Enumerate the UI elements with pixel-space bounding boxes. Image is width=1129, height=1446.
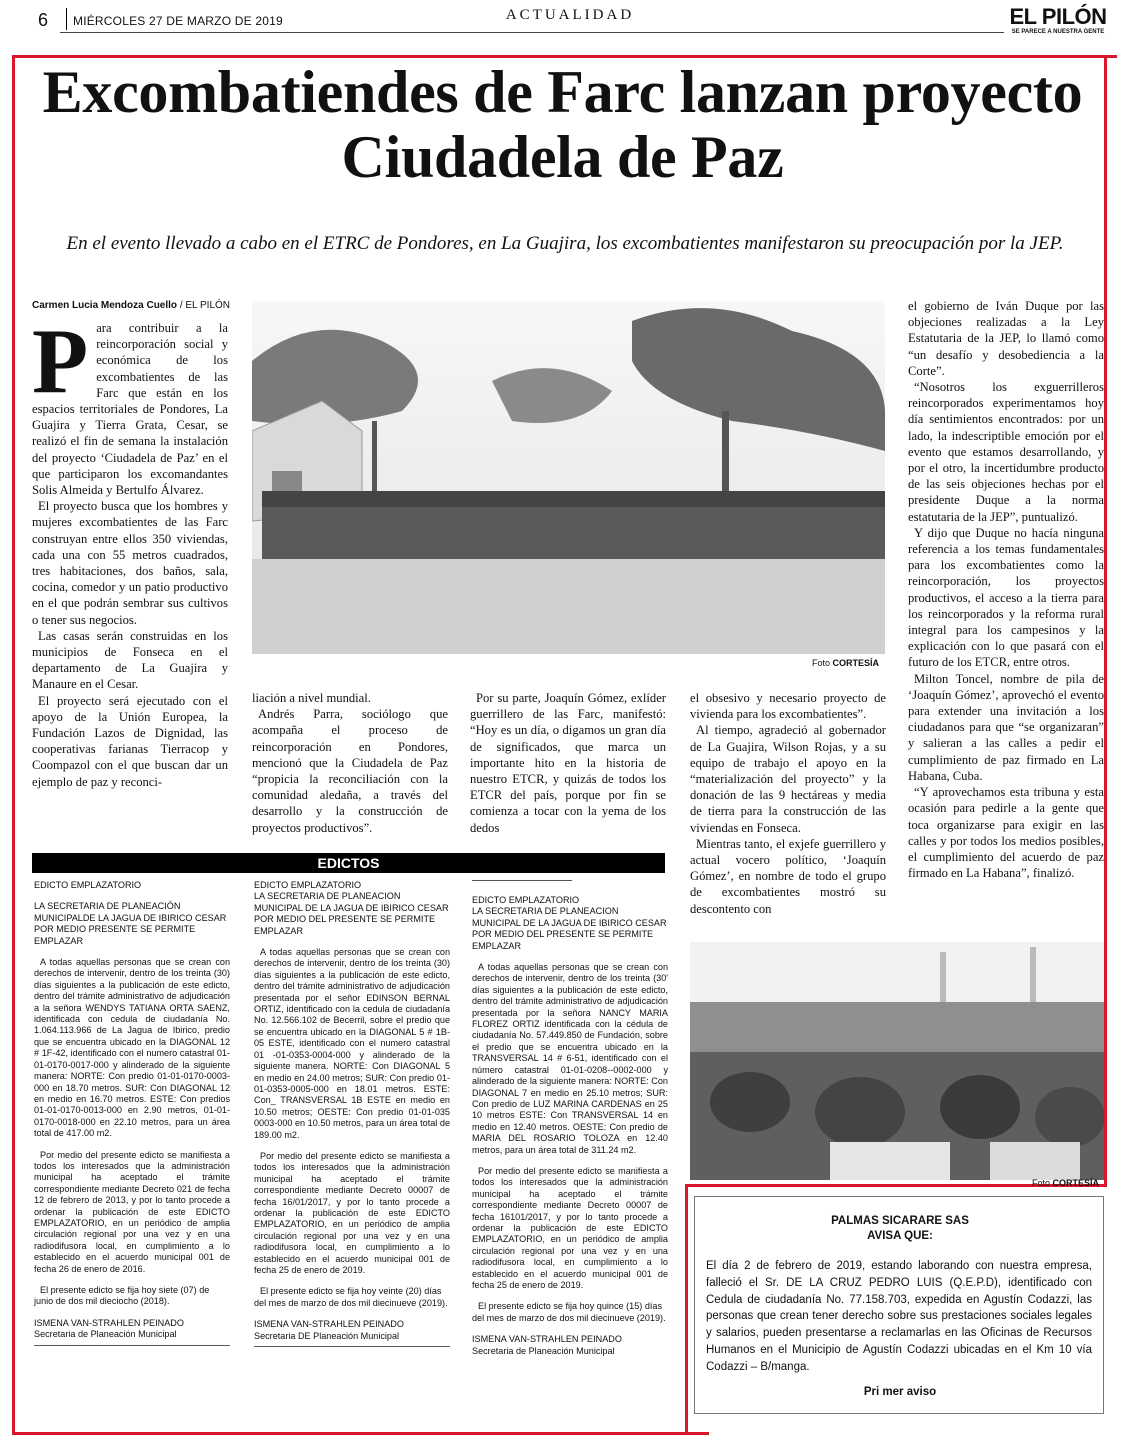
edicto-decree: Por medio del presente edicto se manifiesta a todos los interesados que la administración municipal ha aceptado el trámite correspondiente mediante Decreto 00007 de fecha 16101/2017, y por lo tanto procede a ordenar la publicación de este EDICTO EMPLAZATORIO, en un periódico de amplia circulación regional por una vez y en una radiodifusora local, en cumplimiento a lo establecido en el acuerdo municipal 001 de fecha 25 de enero de 2019. bbox=[472, 1165, 668, 1290]
group-photo bbox=[252, 301, 885, 654]
edicto-role: Secretaria de Planeación Municipal bbox=[34, 1329, 177, 1340]
notice-company: PALMAS SICARARE SAS bbox=[831, 1215, 969, 1227]
edicto-intro: LA SECRETARIA DE PLANEACIÓN MUNICIPALDE LA JAGUA DE IBIRICO CESAR POR MEDIO PRESENTE SE PERMITE EMPLAZAR bbox=[34, 901, 227, 946]
edicto-date: El presente edicto se fija hoy quince (15) días del mes de marzo de dos mil diecinueve (2019). bbox=[472, 1301, 666, 1323]
edicto-decree: Por medio del presente edicto se manifiesta a todos los interesados que la administración municipal ha aceptado el trámite correspondiente mediante Decreto 021 de fecha 12 de febrero de 2013, y por lo tanto procede a ordenar la publicación de este EDICTO EMPLAZATORIO, en un periódico de amplia circulación regional por una vez y en una radiodifusora local, en cumplimiento a lo establecido en el acuerdo municipal 001 de fecha 26 de enero de 2016. bbox=[34, 1149, 230, 1274]
red-box-right bbox=[1104, 55, 1107, 1185]
edicto-heading: EDICTO EMPLAZATORIO bbox=[472, 895, 580, 905]
audience-photo bbox=[690, 942, 1104, 1180]
article-paragraph: Y dijo que Duque no hacía ninguna referencia a los temas fundamentales para los excombatientes como la reincorporación, los proyectos productivos, el acceso a la tierra para los reincorporados y la reforma rural integral para los campesinos y la explicación con lo que pasará con el futuro de los ETCR, entre otros. bbox=[908, 525, 1104, 670]
article-column-5 bbox=[908, 298, 1104, 881]
edicto-intro: LA SECRETARIA DE PLANEACION MUNICIPAL DE LA JAGUA DE IBIRICO CESAR POR MEDIO DEL PRESENTE SE PERMITE EMPLAZAR bbox=[472, 906, 667, 951]
edicto-column-3 bbox=[472, 880, 668, 1357]
article-paragraph: Al tiempo, agradeció al gobernador de La Guajira, Wilson Rojas, y a su equipo de trabajo el apoyo en la “materialización del proyecto” y la donación de las 9 hectáreas y media de tierra para la construcción de las viviendas en Fonseca. bbox=[690, 723, 886, 835]
edicto-date: El presente edicto se fija hoy siete (07) de junio de dos mil dieciocho (2018). bbox=[34, 1285, 210, 1307]
photo-credit bbox=[1032, 1178, 1099, 1188]
page-number: 6 bbox=[38, 10, 49, 30]
article-column-4 bbox=[690, 690, 886, 917]
red-box-left bbox=[12, 55, 15, 1435]
edicto-heading: EDICTO EMPLAZATORIO bbox=[254, 880, 362, 890]
article-paragraph: “Nosotros los exguerrilleros reincorporados experimentamos hoy día sentimientos encontrados: por un lado, la indescriptible emoción por el evento que estamos desarrollando, y por el otro, la incertidumbre producto de las seis objeciones hechas por el presidente Duque a la norma estatutaria de la JEP”, puntualizó. bbox=[908, 380, 1104, 524]
newspaper-tagline: SE PARECE A NUESTRA GENTE bbox=[1011, 29, 1105, 35]
edicto-signer: ISMENA VAN-STRAHLEN PEINADO bbox=[472, 1334, 622, 1345]
edicto-date: El presente edicto se fija hoy veinte (20) días del mes de marzo de dos mil diecinueve (2019). bbox=[254, 1286, 448, 1308]
headline: Excombatiendes de Farc lanzan proyecto Ciudadela de Paz bbox=[42, 59, 1083, 190]
notice-subtitle: AVISA QUE: bbox=[867, 1230, 933, 1242]
edicto-body: A todas aquellas personas que se crean con derechos de intervenir, dentro de los treinta (30) días siguientes a la publicación de este edicto, dentro del trámite administrativo de adjudicación presentada por el señor EDINSON BERNAL ORTIZ, identificado con la cedula de ciudadanía No. 12.566.102 de Becerril, sobre el predio que se encuentra ubicado en la DIAGONAL 5 # 1B-05 ESTE, identificado con el numero catastral 01 -01-0353-0004-000 y alinderado de la siguiente manera. NORTE: Con DIAGONAL 5 en medio en 24.00 metros; SUR: Con predio 01-01-0353-0005-000 en 18.01 metros. ESTE: Con_ TRANSVERSAL 1B ESTE en medio en 10.50 metros; OESTE: Con predio 01-01-035 0003-000 en 10.50 metros, para un área total de 189.00 m2. bbox=[254, 947, 450, 1140]
article-paragraph: Las casas serán construidas en los municipios de Fonseca en el departamento de La Guajira y Manaure en el Cesar. bbox=[32, 628, 228, 692]
article-column-1 bbox=[32, 310, 228, 790]
red-box-bottom bbox=[12, 1432, 709, 1435]
article-paragraph: liación a nivel mundial. bbox=[252, 691, 371, 705]
byline-author: Carmen Lucia Mendoza Cuello bbox=[32, 300, 178, 311]
article-column-3 bbox=[470, 690, 666, 836]
section-title: ACTUALIDAD bbox=[505, 7, 635, 23]
top-rule bbox=[472, 880, 572, 881]
article-paragraph: Andrés Parra, sociólogo que acompaña el proceso de reincorporación en Pondores, mencionó que la Ciudadela de Paz “propicia la reconciliación con la comunidad aledaña, a través del desarrollo y la construcción de proyectos productivos”. bbox=[252, 707, 448, 835]
signature-line bbox=[254, 1346, 450, 1347]
article-paragraph: el obsesivo y necesario proyecto de vivienda para los excombatientes”. bbox=[690, 691, 886, 722]
header-divider bbox=[66, 8, 67, 30]
edicto-column-1 bbox=[34, 880, 230, 1346]
edicto-signer: ISMENA VAN-STRAHLEN PEINADO bbox=[254, 1319, 404, 1330]
photo-credit-label: Foto bbox=[1032, 1178, 1051, 1188]
edicto-signer: ISMENA VAN-STRAHLEN PEINADO bbox=[34, 1317, 184, 1328]
red-box-top bbox=[12, 55, 1117, 58]
edicto-column-2 bbox=[254, 880, 450, 1347]
subheadline: En el evento llevado a cabo en el ETRC de Pondores, en La Guajira, los excombatientes manifestaron su preocupación por la JEP. bbox=[66, 233, 1064, 254]
edicto-role: Secretaria DE Planeación Municipal bbox=[254, 1330, 400, 1341]
article-paragraph: Milton Toncel, nombre de pila de ‘Joaquín Gómez’, aprovechó el evento para extender una invitación a los ciudadanos para que “se organizaran” y salieran a las calles a pedir el cumplimiento de paz firmado en La Habana, Cuba. bbox=[908, 671, 1104, 783]
edicto-role: Secretaria de Planeación Municipal bbox=[472, 1345, 615, 1356]
photo-credit-name: CORTESÍA bbox=[1052, 1178, 1100, 1188]
article-paragraph: ara contribuir a la reincorporación social y económica de los excombatientes de las Farc que están en los espacios territoriales de Pondores, La Guajira y Tierra Grata, Cesar, se realizó el fin de semana la instalación del proyecto ‘Ciudadela de Paz’ en el que participaron los excomandantes Solis Almeida y Bertulfo Álvarez. bbox=[32, 321, 228, 498]
edicto-body: A todas aquellas personas que se crean con derechos de intervenir, dentro de los treinta (30' días siguientes a la publicación de este edicto, dentro del trámite administrativo de adjudicación presentada por la señora NANCY MARIA FLOREZ ORTIZ identificada con la cédula de ciudadanía No. 57.449.850 de Fundación, sobre el predio que se encuentra ubicado en la TRANSVERSAL 14 # 6-51, identificado con el número catastral 01-01-0208--0002-000 y alinderado de la siguiente manera: NORTE: Con DIAGONAL 7 en medio en 25.10 metros; SUR: Con predio de LUZ MARINA CARDENAS en 25 10 metros ESTE: Con TRANSVERSAL 14 en medio en 12.40 metros. OESTE: Con predio de MARIA DEL ROSARIO TOLOZA en 12.40 metros, para un área total de 311.24 m2. bbox=[472, 962, 668, 1155]
edicto-intro: LA SECRETARIA DE PLANEACION MUNICIPAL DE LA JAGUA DE IBIRICO CESAR POR MEDIO DEL PRESENTE SE PERMITE EMPLAZAR bbox=[254, 891, 449, 936]
article-paragraph: Por su parte, Joaquín Gómez, exlíder guerrillero de las Farc, manifestó: “Hoy es un día, o digamos un gran día de significados, que marca un importante hito en la historia de nuestro ETCR, y quizás de todos los ETCR del país, porque por fin se comienza a tocar con la yema de los dedos bbox=[470, 691, 666, 835]
newspaper-logo: EL PILÓN bbox=[1009, 4, 1107, 29]
edicto-body: A todas aquellas personas que se crean con derechos de intervenir, dentro de los treinta (30) días siguientes a la publicación de este edicto, dentro del trámite administrativo de adjudicación a la señora WENDYS TATIANA ORTA SAENZ, identificada con cedula de ciudadanía No. 1.064.113.966 de La Jagua de Ibirico, predio que se encuentra ubicado en la DIAGONAL 12 # 1F-42, identificado con el numero catastral 01-01-0170-0017-000 y alinderado de la siguiente manera: NORTE: Con predio 01-01-0170-0003-000 en 18.70 metros. SUR: Con DIAGONAL 12 en medio en 16.70 metros. ESTE: Con predios 01-01-0170-0013-000 en 2.90 metros, 01-01-0170-0018-000 en 22.10 metros, para un área total de 417.00 m2. bbox=[34, 957, 230, 1139]
notice-footer: Pri mer aviso bbox=[863, 1386, 937, 1398]
photo-credit-label: Foto bbox=[812, 658, 831, 668]
byline-outlet: / EL PILÓN bbox=[179, 300, 231, 311]
notice-title bbox=[700, 1214, 1100, 1244]
article-paragraph: Mientras tanto, el exjefe guerrillero y actual vocero político, ‘Joaquín Gómez’, en nombre de todo el grupo de excombatientes mostró su descontento con bbox=[690, 836, 886, 916]
article-paragraph: “Y aprovechamos esta tribuna y esta ocasión para pedirle a la gente que toca organizarse para exigir en las calles y por todos los medios posibles, el cumplimiento del acuerdo de paz firmado en La Habana”, finalizó. bbox=[908, 785, 1104, 881]
article-paragraph: El proyecto será ejecutado con el apoyo de la Unión Europea, la Fundación Lazos de Dignidad, las cooperativas farianas Tierracop y Coompazol con el que buscan dar un ejemplo de paz y reconci- bbox=[32, 693, 228, 789]
article-paragraph: El proyecto busca que los hombres y mujeres excombatientes de las Farc construyan entre ellos 350 viviendas, cada una con 55 metros cuadrados, tres habitaciones, dos baños, sala, cocina, comedor y un patio productivo en el que podrán sembrar sus cultivos o tener sus negocios. bbox=[32, 499, 228, 627]
header-rule bbox=[60, 32, 1004, 33]
edictos-header: EDICTOS bbox=[32, 853, 665, 873]
issue-date: MIÉRCOLES 27 DE MARZO DE 2019 bbox=[73, 14, 283, 28]
article-paragraph: el gobierno de Iván Duque por las objeciones realizadas a la Ley Estatutaria de la JEP, lo llamó como “un desafío y desobediencia a la Corte”. bbox=[908, 299, 1104, 378]
photo-credit-name: CORTESÍA bbox=[832, 658, 880, 668]
photo-credit bbox=[812, 658, 879, 668]
drop-cap: P bbox=[32, 310, 89, 412]
edicto-decree: Por medio del presente edicto se manifiesta a todos los interesados que la administración municipal ha aceptado el trámite correspondiente mediante Decreto 00007 de fecha 16/01/2017, y por lo tanto procede a ordenar la publicación de este EDICTO EMPLAZATORIO, en un periódico de amplia circulación regional por una vez y en una radiodifusora local, en cumplimiento a lo establecido en el acuerdo municipal 001 de fecha 25 de enero de 2019. bbox=[254, 1150, 450, 1275]
signature-line bbox=[34, 1345, 230, 1346]
edicto-heading: EDICTO EMPLAZATORIO bbox=[34, 880, 142, 890]
red-box-inner bbox=[685, 1184, 688, 1435]
article-column-2 bbox=[252, 690, 448, 836]
notice-body: El día 2 de febrero de 2019, estando laborando con nuestra empresa, falleció el Sr. DE LA CRUZ PEDRO LUIS (Q.E.P.D), identificado con Cedula de ciudadanía No. 77.158.703, expedida en Agustín Codazzi, las personas que crean tener derecho sobre sus prestaciones sociales legales y salarios, pueden presentarse a reclamarlas en las Oficinas de Recursos Humanos en el Municipio de Agustín Codazzi ubicadas en el Km 10 vía Codazzi – B/manga. bbox=[706, 1260, 1092, 1373]
